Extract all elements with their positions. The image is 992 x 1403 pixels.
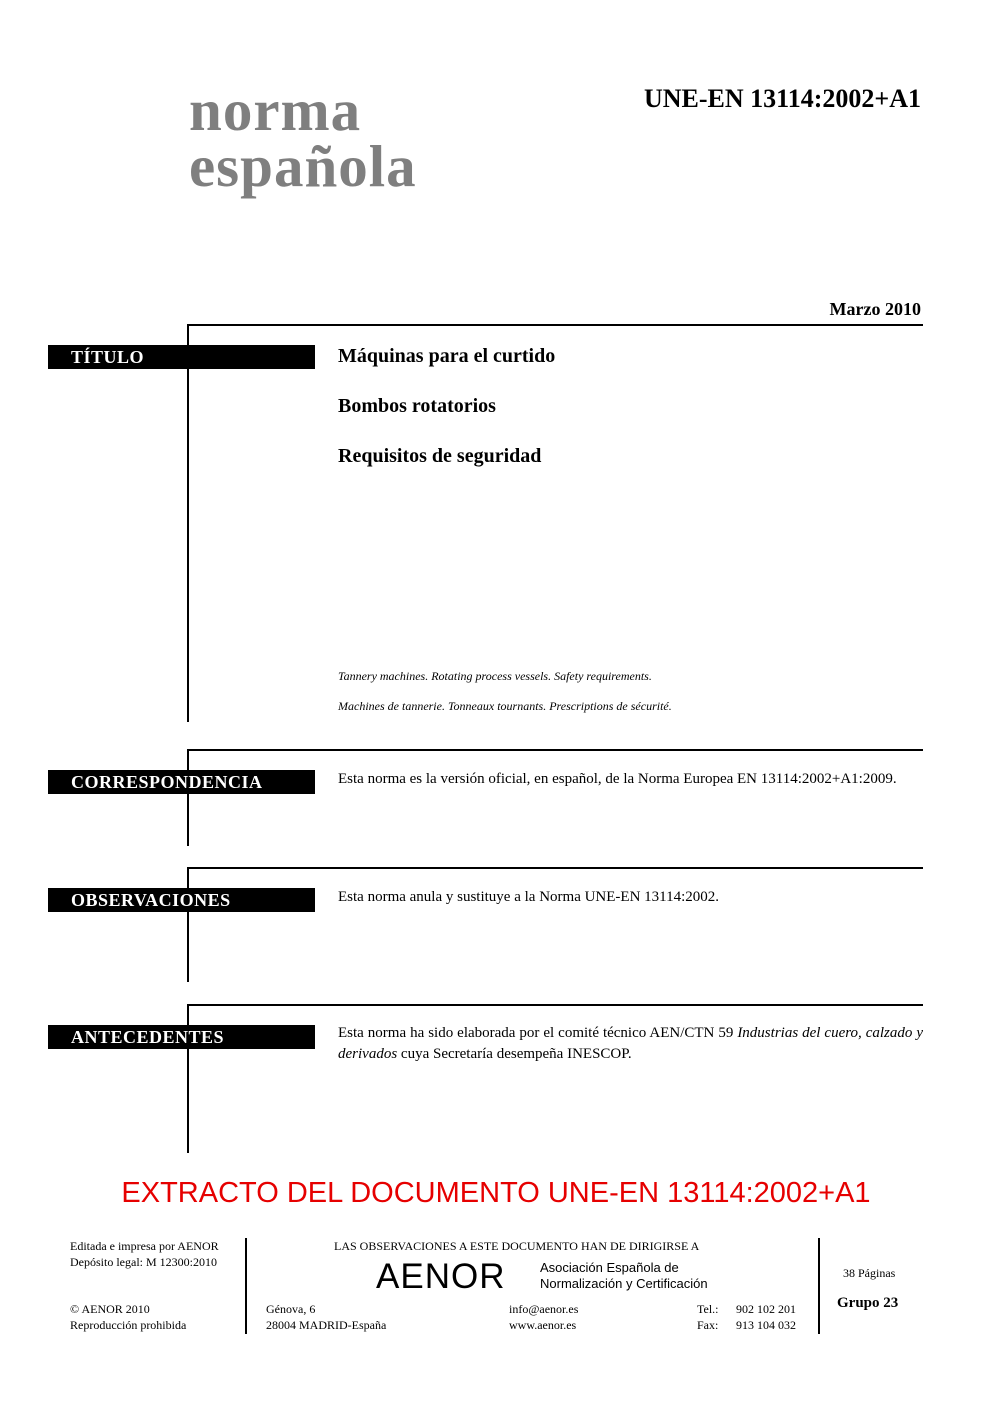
observaciones-side-rule xyxy=(187,867,189,982)
address-line-2: 28004 MADRID-España xyxy=(266,1318,387,1332)
correspondencia-label: CORRESPONDENCIA xyxy=(48,770,315,794)
aenor-logo: AENOR xyxy=(376,1257,506,1296)
titulo-top-rule xyxy=(187,324,923,326)
reproduction-notice: Reproducción prohibida xyxy=(70,1318,187,1332)
footer-phone-numbers xyxy=(736,1301,796,1333)
antecedentes-label: ANTECEDENTES xyxy=(48,1025,315,1049)
antecedentes-text xyxy=(338,1023,923,1065)
french-title: Machines de tannerie. Tonneaux tournants. Prescriptions de sécurité. xyxy=(338,699,672,713)
footer-address xyxy=(266,1301,386,1333)
title-line-3: Requisitos de seguridad xyxy=(338,445,542,467)
website-link[interactable]: www.aenor.es xyxy=(509,1318,577,1332)
english-title: Tannery machines. Rotating process vessels. Safety requirements. xyxy=(338,669,652,683)
footer-copyright xyxy=(70,1301,186,1333)
footer-contact xyxy=(509,1301,578,1333)
copyright: © AENOR 2010 xyxy=(70,1302,150,1316)
publication-date: Marzo 2010 xyxy=(829,299,921,319)
edited-by: Editada e impresa por AENOR xyxy=(70,1239,219,1253)
page-count: 38 Páginas xyxy=(843,1266,896,1280)
observaciones-text: Esta norma anula y sustituye a la Norma UNE-EN 13114:2002. xyxy=(338,889,720,905)
tel-number: 902 102 201 xyxy=(736,1302,796,1316)
footer-phone-labels xyxy=(697,1301,719,1333)
footer-divider-right xyxy=(818,1238,820,1334)
brand-title xyxy=(189,77,417,199)
correspondencia-side-rule xyxy=(187,749,189,846)
antecedentes-top-rule xyxy=(187,1004,923,1006)
aenor-subtitle-line-1: Asociación Española de xyxy=(540,1260,679,1275)
email-link[interactable]: info@aenor.es xyxy=(509,1302,579,1316)
address-line-1: Génova, 6 xyxy=(266,1302,316,1316)
correspondencia-text: Esta norma es la versión oficial, en español, de la Norma Europea EN 13114:2002+A1:2009. xyxy=(338,771,897,787)
fax-number: 913 104 032 xyxy=(736,1318,796,1332)
title-line-1: Máquinas para el curtido xyxy=(338,345,556,367)
titulo-side-rule xyxy=(187,324,189,722)
aenor-subtitle xyxy=(540,1260,708,1292)
price-group: Grupo 23 xyxy=(837,1295,899,1311)
antecedentes-text-before: Esta norma ha sido elaborada por el comité técnico AEN/CTN 59 xyxy=(338,1025,738,1041)
fax-label: Fax: xyxy=(697,1318,719,1332)
footer-edition-info xyxy=(70,1238,219,1270)
aenor-subtitle-line-2: Normalización y Certificación xyxy=(540,1276,708,1291)
brand-line-2: española xyxy=(189,133,417,199)
extract-notice: EXTRACTO DEL DOCUMENTO UNE-EN 13114:2002+A1 xyxy=(121,1177,871,1209)
standard-code: UNE-EN 13114:2002+A1 xyxy=(644,84,921,113)
observations-note: LAS OBSERVACIONES A ESTE DOCUMENTO HAN DE DIRIGIRSE A xyxy=(334,1239,700,1253)
brand-line-1: norma xyxy=(189,77,362,143)
footer-divider-left xyxy=(245,1238,247,1334)
committee-name: Industrias del cuero, calzado y derivados xyxy=(338,1025,923,1062)
tel-label: Tel.: xyxy=(697,1302,719,1316)
observaciones-top-rule xyxy=(187,867,923,869)
title-line-2: Bombos rotatorios xyxy=(338,395,496,417)
antecedentes-text-after: cuya Secretaría desempeña INESCOP. xyxy=(397,1046,632,1062)
titulo-label: TÍTULO xyxy=(48,345,315,369)
observaciones-label: OBSERVACIONES xyxy=(48,888,315,912)
correspondencia-top-rule xyxy=(187,749,923,751)
legal-deposit: Depósito legal: M 12300:2010 xyxy=(70,1255,217,1269)
